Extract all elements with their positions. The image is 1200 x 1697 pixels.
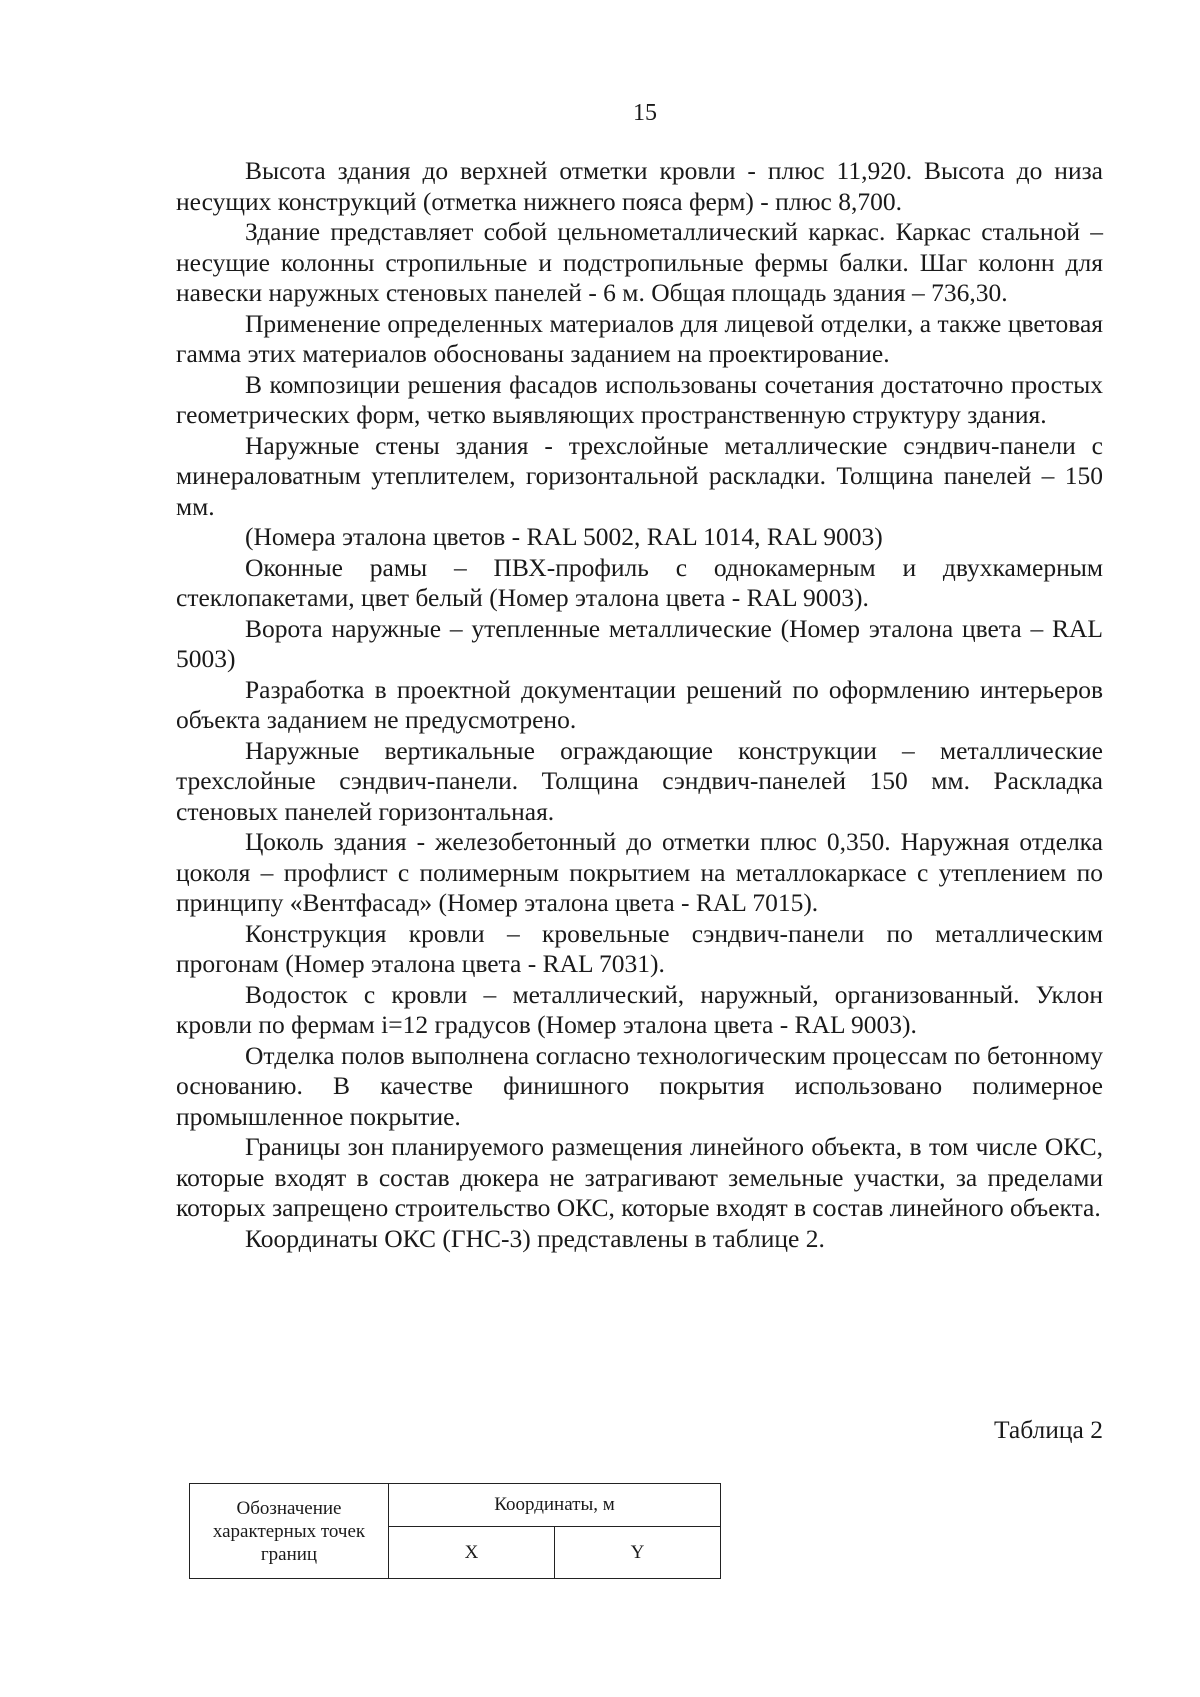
paragraph-drainage: Водосток с кровли – металлический, наружный, организованный. Уклон кровли по фермам i=12 градусов (Номер эталона цвета - RAL 9003). [176, 979, 1103, 1039]
page-number: 15 [633, 100, 657, 126]
paragraph-frame: Здание представляет собой цельнометаллический каркас. Каркас стальной – несущие колонны стропильные и подстропильные фермы балки. Шаг колонн для навески наружных стеновых панелей - 6 м. Общая площадь здания – 736,30. [176, 217, 1103, 307]
header-x: X [389, 1527, 555, 1579]
paragraph-window-frames: Оконные рамы – ПВХ-профиль с однокамерным и двухкамерным стеклопакетами, цвет белый (Номер эталона цвета - RAL 9003). [176, 552, 1103, 612]
paragraph-finish-materials: Применение определенных материалов для лицевой отделки, а также цветовая гамма этих материалов обоснованы заданием на проектирование. [176, 308, 1103, 368]
paragraph-coordinates-reference: Координаты ОКС (ГНС-3) представлены в таблице 2. [245, 1223, 825, 1253]
coordinates-table [189, 1483, 721, 1579]
paragraph-gates: Ворота наружные – утепленные металлические (Номер эталона цвета – RAL 5003) [176, 613, 1103, 673]
paragraph-exterior-walls: Наружные стены здания - трехслойные металлические сэндвич-панели с минераловатным утеплителем, горизонтальной раскладки. Толщина панелей – 150 мм. [176, 430, 1103, 521]
paragraph-building-height: Высота здания до верхней отметки кровли - плюс 11,920. Высота до низа несущих конструкций (отметка нижнего пояса ферм) - плюс 8,700. [176, 156, 1103, 216]
paragraph-interiors: Разработка в проектной документации решений по оформлению интерьеров объекта заданием не предусмотрено. [176, 674, 1103, 734]
paragraph-floors: Отделка полов выполнена согласно технологическим процессам по бетонному основанию. В качестве финишного покрытия использовано полимерное промышленное покрытие. [176, 1040, 1103, 1131]
header-coordinates: Координаты, м [389, 1484, 721, 1527]
paragraph-zone-boundaries: Границы зон планируемого размещения линейного объекта, в том числе ОКС, которые входят в состав дюкера не затрагивают земельные участки, за пределами которых запрещено строительство ОКС, которые входят в состав линейного объекта. [176, 1132, 1103, 1222]
header-y: Y [554, 1527, 720, 1579]
paragraph-roof: Конструкция кровли – кровельные сэндвич-панели по металлическим прогонам (Номер эталона цвета - RAL 7031). [176, 918, 1103, 978]
header-designation: Обозначение характерных точек границ [190, 1484, 389, 1579]
table-caption: Таблица 2 [993, 1415, 1103, 1444]
body-text [176, 156, 1103, 1254]
paragraph-plinth: Цоколь здания - железобетонный до отметки плюс 0,350. Наружная отделка цоколя – профлист с полимерным покрытием на металлокаркасе с утеплением по принципу «Вентфасад» (Номер эталона цвета - RAL 7015). [176, 827, 1103, 917]
paragraph-color-codes: (Номера эталона цветов - RAL 5002, RAL 1014, RAL 9003) [245, 522, 883, 551]
table-header-row [190, 1484, 721, 1527]
paragraph-facade-composition: В композиции решения фасадов использованы сочетания достаточно простых геометрических форм, четко выявляющих пространственную структуру здания. [176, 369, 1103, 429]
paragraph-vertical-structures: Наружные вертикальные ограждающие конструкции – металлические трехслойные сэндвич-панели. Толщина сэндвич-панелей 150 мм. Раскладка стеновых панелей горизонтальная. [176, 735, 1103, 826]
